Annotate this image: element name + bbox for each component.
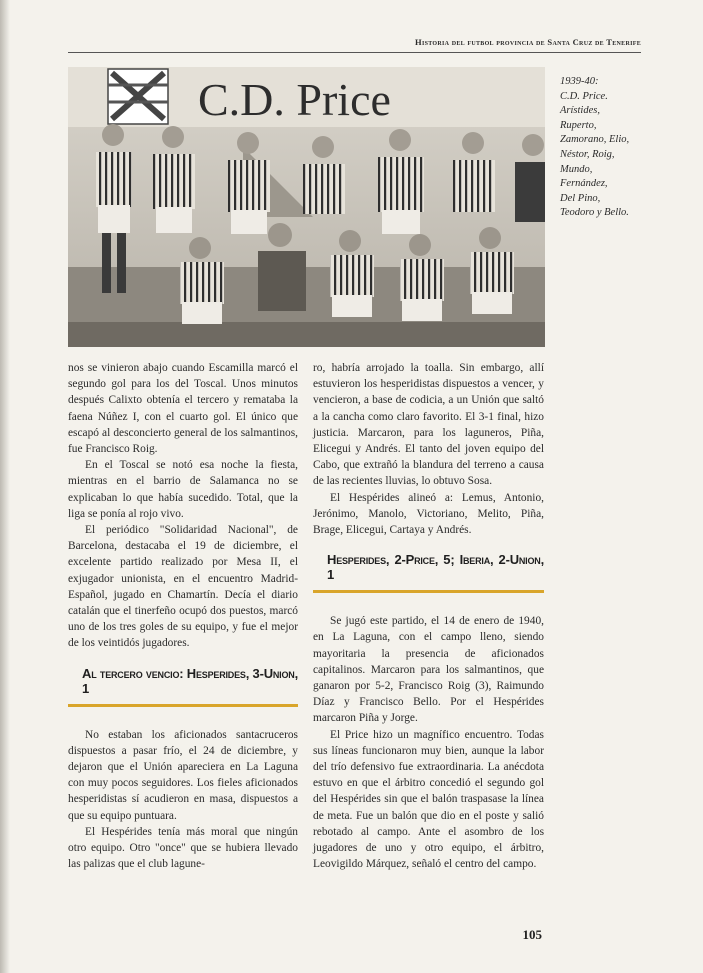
caption-line: Zamorano, Elio, <box>560 134 630 146</box>
paragraph: nos se vinieron abajo cuando Escamilla marcó el segundo gol para los del Toscal. Unos minutos después Calixto obtenía el tercero y remataba la faena Núñez I, con el cuarto gol. El único que escapó al desconcierto general de los salmantinos, fue Francisco Roig. <box>68 362 298 456</box>
caption-line: Arístides, <box>560 105 600 117</box>
photo-sign-text: C.D. Price <box>198 74 391 125</box>
section-heading-rule <box>313 590 544 593</box>
paragraph: ro, habría arrojado la toalla. Sin embargo, allí estuvieron los hesperidistas dispuestos a vencer, y vencieron, a base de codicia, a un Unión que saltó a la cancha como claro favorito. El 3-1 final, hizo justicia. Marcaron, para los laguneros, Piña, Elicegui y Andrés. El tanto del joven equipo del Cabo, que extrañó la blandura del terreno a causa de las recientes lluvias, lo obtuvo Sosa. <box>313 362 544 488</box>
paragraph: El Hespérides alineó a: Lemus, Antonio, Jerónimo, Manolo, Victoriano, Melito, Piña, Brage, Elicegui, Cartaya y Andrés. <box>313 491 544 537</box>
section-heading-hesperides-union: Al tercero vencio: Hesperides, 3-Union, 1 <box>82 665 298 696</box>
left-column <box>68 360 298 872</box>
caption-line: Teodoro y Bello. <box>560 207 629 219</box>
page-number: 105 <box>522 927 542 942</box>
right-column <box>313 360 544 872</box>
caption-line: 1939-40: <box>560 76 599 87</box>
paragraph: El Price hizo un magnífico encuentro. Todas sus líneas funcionaron muy bien, aunque la labor del trío defensivo fue extraordinaria. La anécdota estuvo en que el árbitro concedió el segundo gol del Hespérides sin que el balón traspasase la línea de meta. Fue un balón que dio en el poste y salió rebotado al campo. Ante el asombro de los jugadores de uno y otro equipo, el árbitro, Leovigildo Márquez, señaló el centro del campo. <box>313 728 544 871</box>
paragraph: El periódico "Solidaridad Nacional", de Barcelona, destacaba el 19 de diciembre, el excelente partido realizado por Mesa II, el exjugador unionista, en el encuentro Madrid-Español, jugado en Chamartín. Decía el diario catalán que el tinerfeño ocupó dos puestos, marcó uno de los tres goles de su equipo, y fue el mejor de los veintidós jugadores. <box>68 524 298 650</box>
caption-line: Ruperto, <box>560 119 597 131</box>
paragraph: Se jugó este partido, el 14 de enero de 1940, en La Laguna, con el campo lleno, siendo mayoritaria la presencia de aficionados capitalinos. Marcaron para los salmantinos, que ganaron por 5-2, Francisco Roig (3), Raimundo Díaz y Francisco Bello. Por el Hespérides marcaron Piña y Jorge. <box>313 615 544 725</box>
caption-line: C.D. Price. <box>560 90 608 102</box>
caption-line: Del Pino, <box>560 192 601 204</box>
team-photo <box>68 67 545 347</box>
running-head: Historia del futbol provincia de Santa Cruz de Tenerife <box>415 37 641 47</box>
paragraph: No estaban los aficionados santacruceros dispuestos a pasar frío, el 24 de diciembre, y dejaron que el Unión apareciera en La Laguna con muy pocos seguidores. Los fieles aficionados hesperidistas sí acudieron en masa, dispuestos a que su equipo puntuara. <box>68 728 298 822</box>
paragraph: El Hespérides tenía más moral que ningún otro equipo. Otro "once" que se hubiera llevado las palizas que el club lagune- <box>68 825 298 871</box>
team-photo-illustration <box>68 67 545 347</box>
section-heading-hesperides-price: Hesperides, 2-Price, 5; Iberia, 2-Union, 1 <box>327 552 544 583</box>
caption-line: Mundo, <box>560 163 593 175</box>
section-heading-rule <box>68 704 298 707</box>
header-rule <box>68 52 641 53</box>
caption-line: Fernández, <box>560 178 608 190</box>
photo-caption <box>560 75 660 221</box>
paragraph: En el Toscal se notó esa noche la fiesta, mientras en el barrio de Salamanca no se explicaban lo que había sucedido. Total, que la liga se ponía al rojo vivo. <box>68 459 298 520</box>
caption-line: Néstor, Roig, <box>560 148 615 160</box>
page-gutter-shadow <box>0 0 10 973</box>
